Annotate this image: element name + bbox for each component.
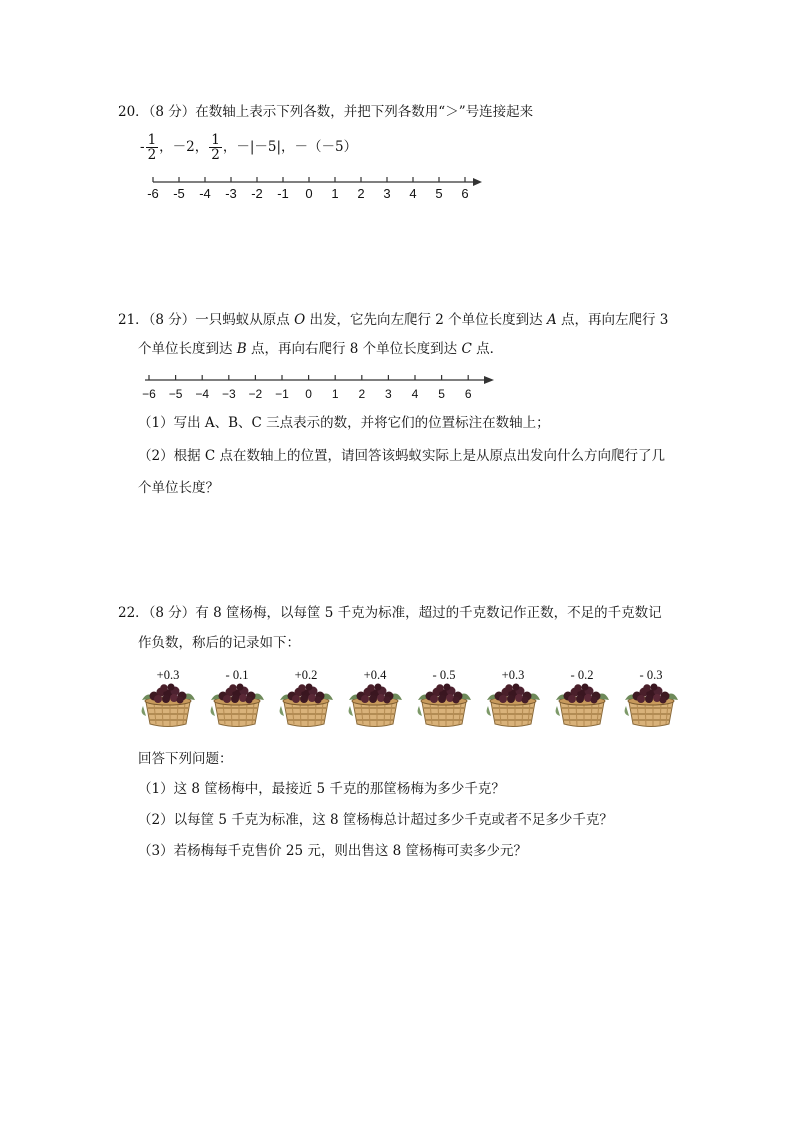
q21-axis-tick-label: 1: [331, 387, 339, 401]
basket-weight-label: - 0.5: [432, 668, 456, 682]
q21-axis-tick-label: 5: [438, 387, 445, 401]
q20-axis-tick-label: -3: [225, 186, 237, 201]
q21-axis-tick-label: −5: [168, 387, 183, 401]
bayberry-basket-image: [485, 680, 541, 732]
bayberry-basket-image: [554, 680, 610, 732]
q21-line1-mid: 出发，它先向左爬行 2 个单位长度到达: [305, 312, 547, 328]
q22-line2: 作负数，称后的记录如下：: [138, 635, 300, 651]
basket-item: [207, 668, 267, 732]
q20-header: 20．（8 分）在数轴上表示下列各数，并把下列各数用“＞”号连接起来: [118, 104, 534, 120]
frac2-denominator: 2: [211, 147, 220, 163]
basket-weight-label: - 0.2: [570, 668, 594, 682]
q20-number-line: [140, 172, 490, 204]
q21-axis-tick-label: −6: [142, 387, 156, 401]
q21-line2: [138, 339, 503, 359]
q22-sub3: （3）若杨梅每千克售价 25 元，则出售这 8 筐杨梅可卖多少元？: [138, 843, 528, 859]
q20-axis-tick-label: 0: [305, 186, 313, 201]
q22-sub1: （1）这 8 筐杨梅中，最接近 5 千克的那筐杨梅为多少千克？: [138, 781, 505, 797]
q21-point-o: O: [294, 312, 306, 328]
q21-axis-tick-label: 3: [385, 387, 392, 401]
basket-item: [138, 668, 198, 732]
q20-axis-tick-label: -5: [173, 186, 185, 201]
basket-item: [276, 668, 336, 732]
q21-point-a: A: [546, 312, 557, 328]
q21-axis-tick-label: 0: [305, 387, 312, 401]
q21-axis-tick-label: −2: [248, 387, 263, 401]
q21-point-c: C: [461, 341, 472, 357]
q21-axis-tick-label: 4: [411, 387, 419, 401]
q21-number-line: [140, 370, 500, 404]
q21-point-b: B: [236, 341, 247, 357]
q22-sub2: （2）以每筐 5 千克为标准，这 8 筐杨梅总计超过多少千克或者不足多少千克？: [138, 812, 613, 828]
basket-weight-label: - 0.3: [639, 668, 663, 682]
basket-weight-label: +0.4: [363, 668, 387, 682]
basket-weight-label: +0.3: [156, 668, 180, 682]
bayberry-basket-image: [209, 680, 265, 732]
q21-sub2-line2: 个单位长度？: [138, 480, 219, 496]
q21-line1-pre: 21．（8 分）一只蚂蚁从原点: [118, 312, 295, 328]
bayberry-basket-image: [623, 680, 679, 732]
q21-line1-post: 点，再向左爬行 3: [556, 312, 669, 328]
q20-axis-tick-label: -2: [251, 186, 263, 201]
q20-fraction-1: [146, 133, 159, 162]
q20-axis-tick-label: 4: [409, 186, 417, 201]
basket-weight-label: +0.2: [294, 668, 318, 682]
bayberry-basket-image: [416, 680, 472, 732]
q22-basket-row: [138, 668, 683, 732]
q20-sep1: ，－2，: [159, 139, 209, 155]
q20-axis-tick-label: 3: [383, 186, 391, 201]
q20-axis-tick-label: -1: [277, 186, 289, 201]
q20-axis-tick-label: 1: [331, 186, 339, 201]
q21-axis-arrow: [484, 376, 494, 384]
bayberry-basket-image: [140, 680, 196, 732]
basket-item: [483, 668, 543, 732]
q22-line1: 22．（8 分）有 8 筐杨梅，以每筐 5 千克为标准，超过的千克数记作正数，不足的千克数记: [118, 605, 662, 621]
q20-number-list: [140, 133, 357, 162]
q21-axis-tick-label: 6: [464, 387, 472, 401]
frac2-numerator: 1: [211, 132, 220, 148]
q20-axis-tick-label: 5: [435, 186, 443, 201]
basket-item: [552, 668, 612, 732]
q21-axis-tick-label: −3: [221, 387, 236, 401]
q21-axis-tick-label: −4: [195, 387, 210, 401]
bayberry-basket-image: [347, 680, 403, 732]
q20-axis-tick-label: 2: [357, 186, 365, 201]
q21-line2-pre: 个单位长度到达: [138, 341, 237, 357]
basket-item: [621, 668, 681, 732]
frac1-numerator: 1: [147, 132, 157, 148]
q21-line2-mid: 点，再向右爬行 8 个单位长度到达: [246, 341, 462, 357]
q21-sub2-line1: （2）根据 C 点在数轴上的位置，请回答该蚂蚁实际上是从原点出发向什么方向爬行了几: [138, 448, 665, 464]
q20-axis-arrow: [473, 178, 482, 186]
bayberry-basket-image: [278, 680, 334, 732]
q20-axis-tick-label: 6: [461, 186, 469, 201]
q20-fraction-2: [209, 133, 222, 162]
basket-weight-label: +0.3: [501, 668, 525, 682]
q21-line1: [118, 310, 668, 330]
q21-sub1: （1）写出 A、B、C 三点表示的数，并将它们的位置标注在数轴上；: [138, 415, 550, 431]
basket-item: [345, 668, 405, 732]
basket-item: [414, 668, 474, 732]
q22-answer-intro: 回答下列问题：: [138, 751, 233, 767]
q20-neg-sign: -: [140, 139, 145, 155]
q20-axis-tick-label: -6: [147, 186, 159, 201]
q20-axis-tick-label: -4: [199, 186, 211, 201]
q21-line2-post: 点．: [471, 341, 504, 357]
basket-weight-label: - 0.1: [225, 668, 249, 682]
frac1-denominator: 2: [147, 147, 157, 163]
q20-rest: ，－|－5|，－（－5）: [222, 139, 358, 155]
q21-axis-tick-label: 2: [358, 387, 366, 401]
q21-axis-tick-label: −1: [275, 387, 289, 401]
